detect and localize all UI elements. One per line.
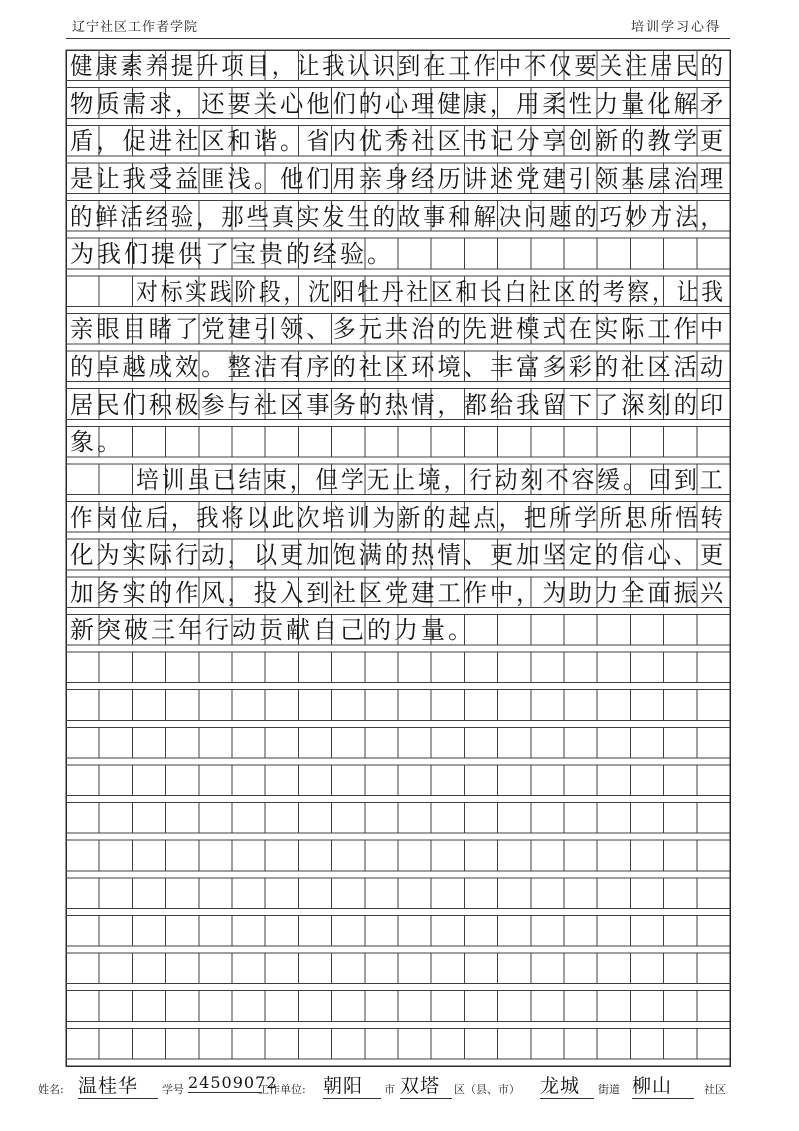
city-label: 市 [384, 1083, 395, 1096]
city-value: 朝阳 [323, 1071, 381, 1099]
street-value: 龙城 [540, 1071, 594, 1099]
body-text-line: 象。 [70, 428, 124, 457]
body-text-line: 亲眼目睹了党建引领、多元共治的先进模式在实际工作中 [70, 315, 727, 344]
body-text-line: 作岗位后，我将以此次培训为新的起点，把所学所思所悟转 [70, 503, 726, 532]
body-text-line: 对标实践阶段，沈阳牡丹社区和长白社区的考察，让我 [136, 277, 727, 306]
student-id-label: 学号 [162, 1083, 184, 1096]
district-value: 双塔 [400, 1071, 452, 1099]
signature-footer [38, 1073, 778, 1117]
body-text-line: 加务实的作风，投入到社区党建工作中，为助力全面振兴 [70, 578, 727, 607]
name-value: 温桂华 [78, 1071, 158, 1099]
district-label: 区（县、市） [454, 1083, 520, 1096]
community-value: 柳山 [632, 1071, 694, 1099]
community-label: 社区 [704, 1083, 726, 1096]
body-text-line: 健康素养提升项目，让我认识到在工作中不仅要关注居民的 [70, 52, 726, 80]
student-id-value: 24509072 [188, 1073, 278, 1092]
name-label: 姓名: [38, 1083, 64, 1096]
document-title: 培训学习心得 [630, 20, 721, 35]
body-text-line: 是让我受益匪浅。他们用亲身经历讲述党建引领基层治理 [70, 164, 727, 193]
body-text-line: 培训虽已结束，但学无止境，行动刻不容缓。回到工 [136, 465, 726, 494]
body-text-line: 化为实际行动，以更加饱满的热情、更加坚定的信心、更 [70, 541, 727, 570]
body-text-line: 新突破三年行动贡献自己的力量。 [70, 616, 475, 645]
body-text-line: 物质需求，还要关心他们的心理健康，用柔性力量化解矛 [70, 89, 727, 118]
body-text-line: 的鲜活经验，那些真实发生的故事和解决问题的巧妙方法， [70, 202, 726, 231]
institution-name: 辽宁社区工作者学院 [72, 20, 199, 35]
body-text-line: 为我们提供了宝贵的经验。 [70, 240, 394, 269]
body-text-line: 居民们积极参与社区事务的热情，都给我留下了深刻的印 [70, 390, 727, 419]
work-unit-label: 工作单位: [258, 1083, 306, 1096]
body-text-line: 的卓越成效。整洁有序的社区环境、丰富多彩的社区活动 [70, 353, 727, 382]
street-label: 街道 [598, 1083, 620, 1096]
body-text-line: 盾，促进社区和谐。省内优秀社区书记分享创新的教学更 [70, 127, 727, 156]
